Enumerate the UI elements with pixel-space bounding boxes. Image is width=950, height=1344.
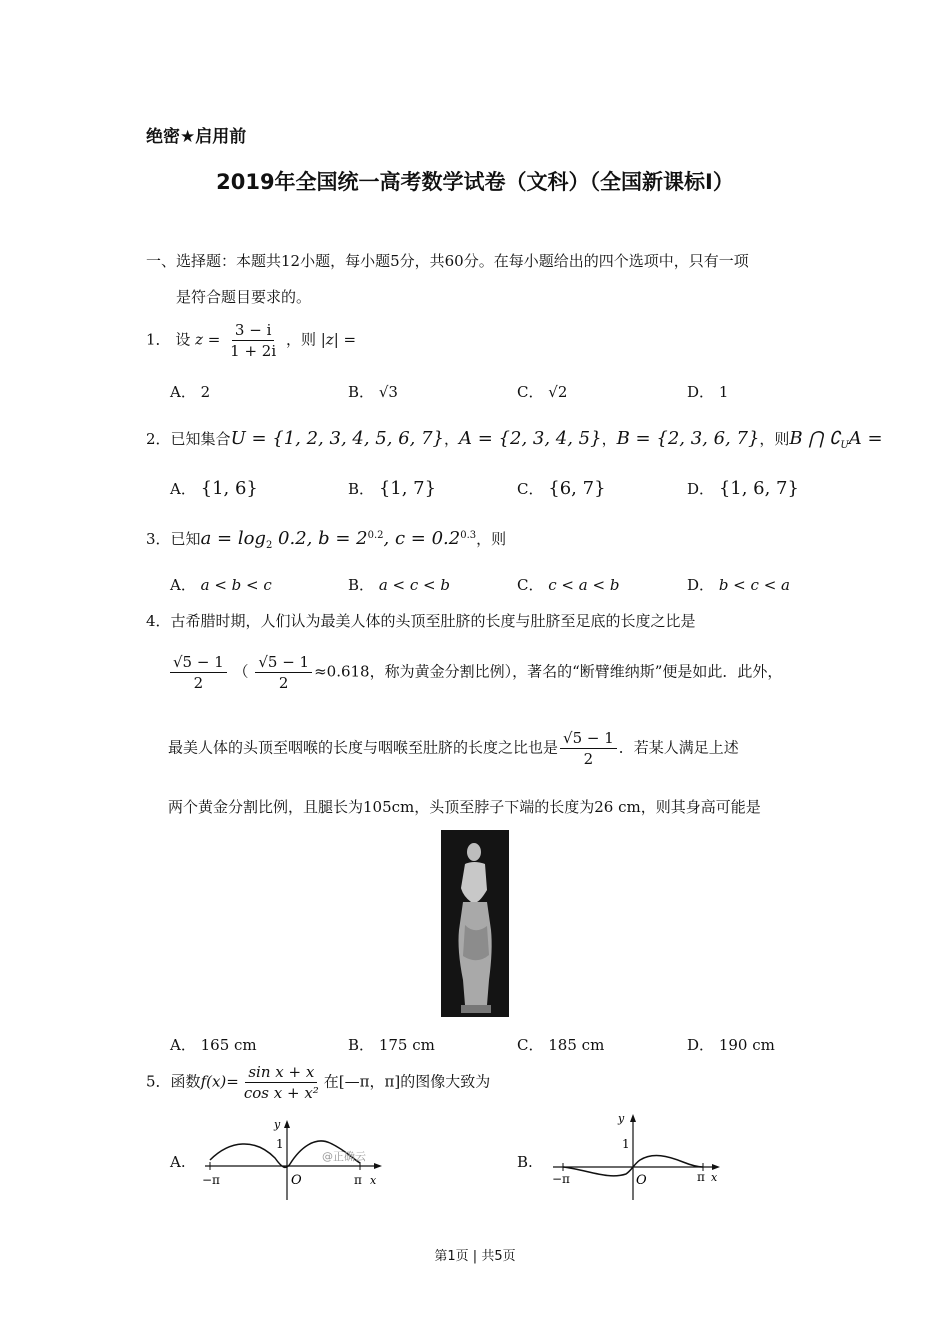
q1-option-d: D． 1 [687,383,729,401]
q1-number: 1． [146,330,171,349]
q4-option-a: A． 165 cm [170,1036,257,1054]
q2-sep: ， [601,430,617,448]
q4-frac-num-3: √5 − 1 [560,728,617,749]
q2-set-b: B = {2, 3, 6, 7} [616,428,760,449]
section-intro: 一、选择题：本题共12小题，每小题5分，共60分。在每小题给出的四个选项中，只有一项 [146,252,749,270]
q2-expr-tail: A = [848,428,883,449]
q4-line3 [168,728,739,769]
q1-option-a: A． 2 [170,383,211,401]
q3-post: ，则 [476,530,507,548]
q5-option-b-label: B. [517,1153,533,1171]
q1-post: ，则 [285,330,316,349]
graph-a-pi: π [354,1173,362,1187]
q4-golden-fraction [170,652,227,693]
q2-option-d: D． {1, 6, 7} [687,478,799,499]
q3-number: 3． [146,530,171,548]
q4-line3-tail: ．若某人满足上述 [618,738,739,757]
secret-label: 绝密★启用前 [146,127,247,147]
q5-option-a-label: A. [170,1153,186,1171]
q5-number: 5． [146,1072,171,1091]
q4-option-c: C． 185 cm [517,1036,605,1054]
q1-pre: 设 [175,330,191,349]
q4-line1: 古希腊时期，人们认为最美人体的头顶至肚脐的长度与肚脐至足底的长度之比是 [170,612,696,630]
q1-fraction [227,320,279,361]
question-2 [146,428,883,451]
q3-option-b: B． a < c < b [348,576,450,594]
q4-line4: 两个黄金分割比例，且腿长为105cm，头顶至脖子下端的长度为26 cm，则其身高可能是 [168,798,761,816]
page-title: 2019年全国统一高考数学试卷（文科）（全国新课标Ⅰ） [216,170,734,194]
question-5 [146,1062,490,1103]
q3-option-a: A． a < b < c [170,576,272,594]
graph-a-neg-pi: −π [202,1173,220,1187]
q4-frac-den-2: 2 [278,674,289,692]
q4-frac-den: 2 [193,674,204,692]
q1-option-c: C． √2 [517,383,568,401]
q5-fraction [241,1062,322,1103]
q5-denominator: cos x + x² [243,1084,319,1102]
q3-b-sup: 0.2 [367,530,384,541]
watermark: @正确云 [322,1150,366,1163]
q4-golden-fraction-3 [560,728,617,769]
graph-a-x: x [370,1174,377,1187]
q4-golden-fraction-2 [255,652,312,693]
graph-b-x: x [711,1171,718,1184]
q2-text: 已知集合 [170,430,231,448]
q5-fx: f(x)= [200,1072,239,1091]
venus-statue-image [441,830,509,1017]
q4-option-d: D． 190 cm [687,1036,775,1054]
q4-line2 [168,652,782,693]
q1-denominator: 1 + 2i [230,342,277,360]
q4-paren: （ [233,662,249,681]
q2-sub: U [840,440,849,451]
q1-numerator: 3 − i [232,320,274,341]
q4-frac-num-2: √5 − 1 [255,652,312,673]
graph-a-y: y [274,1118,281,1131]
q5-pre: 函数 [170,1072,201,1091]
q2-option-a: A． {1, 6} [170,478,258,499]
q3-a: a = log [200,528,266,549]
q5-graph-b [548,1112,728,1202]
q3-option-c: C． c < a < b [517,576,620,594]
question-3 [146,528,506,551]
q1-abs: |z| = [320,330,357,349]
section-intro-cont: 是符合题目要求的。 [176,288,312,306]
q4-frac-den-3: 2 [583,750,594,768]
question-1 [146,320,356,361]
q2-set-u: U = {1, 2, 3, 4, 5, 6, 7} [230,428,444,449]
graph-b-origin: O [636,1173,647,1188]
graph-a-one: 1 [276,1137,284,1151]
q2-option-c: C． {6, 7} [517,478,606,499]
q2-sep: ， [444,430,460,448]
graph-b-one: 1 [622,1137,630,1151]
q5-post: 在[—π，π]的图像大致为 [323,1072,491,1091]
graph-b-pi: π [697,1170,705,1184]
statue-icon [441,830,509,1017]
graph-b-y: y [618,1112,625,1125]
q3-c-sup: 0.3 [460,530,477,541]
q2-set-a: A = {2, 3, 4, 5} [459,428,602,449]
q4-line2-tail: ≈0.618，称为黄金分割比例），著名的“断臂维纳斯”便是如此．此外， [314,662,783,681]
graph-a-origin: O [291,1173,302,1188]
graph-b-neg-pi: −π [552,1172,570,1186]
q2-text-b: ，则 [759,430,790,448]
q3-pre: 已知 [170,530,201,548]
q1-option-b: B． √3 [348,383,398,401]
q4-option-b: B． 175 cm [348,1036,435,1054]
q4-frac-num: √5 − 1 [170,652,227,673]
q3-a-tail: 0.2, b = 2 [272,528,368,549]
q3-a-sub: 2 [265,540,273,551]
question-4 [146,610,696,631]
q3-c: , c = 0.2 [383,528,461,549]
q5-numerator: sin x + x [245,1062,317,1083]
q2-expr: B ⋂ ∁ [789,428,841,449]
q3-option-d: D． b < c < a [687,576,790,594]
q2-number: 2． [146,430,171,448]
q1-lhs: z = [195,330,221,349]
q4-number: 4． [146,612,171,630]
q4-line3-text: 最美人体的头顶至咽喉的长度与咽喉至肚脐的长度之比也是 [168,738,559,757]
q5-graph-a [200,1118,390,1203]
page-footer: 第1页 | 共5页 [434,1249,516,1264]
q2-option-b: B． {1, 7} [348,478,437,499]
